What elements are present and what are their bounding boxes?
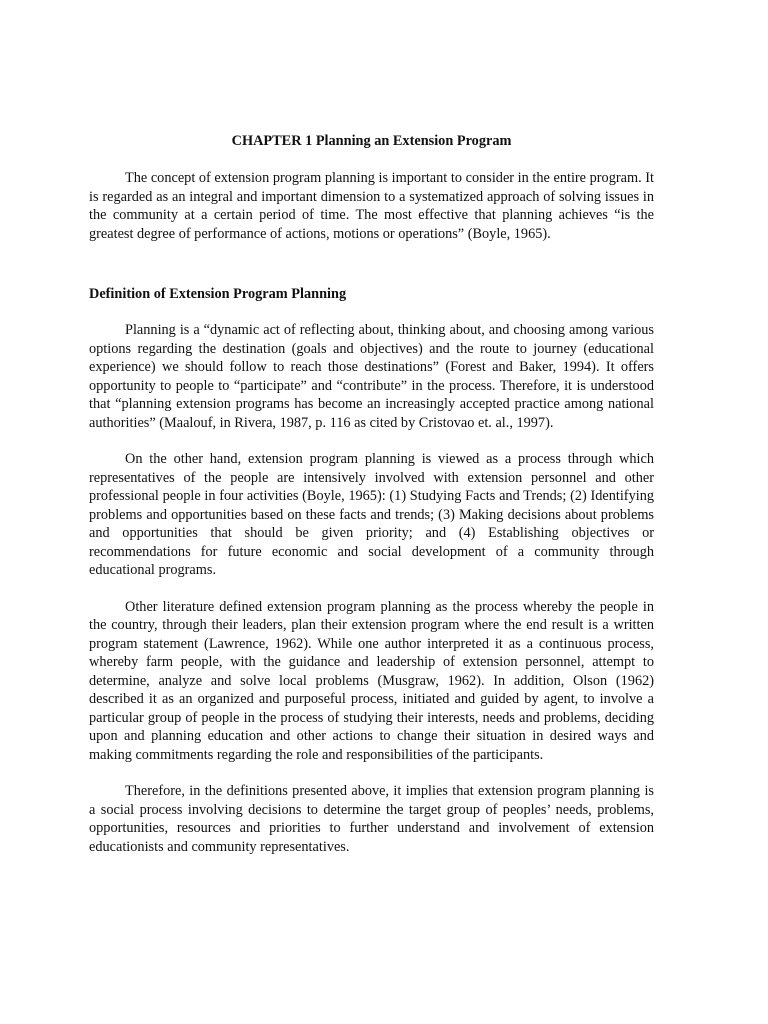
spacer xyxy=(89,243,654,284)
spacer xyxy=(89,432,654,450)
spacer xyxy=(89,580,654,598)
paragraph-process-view: On the other hand, extension program planning is viewed as a process through which representatives of the people are intensively involved with extension personnel and other professional people in four activities (Boyle, 1965): (1) Studying Facts and Trends; (2) Identifying problems and opportunities based on these facts and trends; (3) Making decisions about problems and opportunities that should be given priority; and (4) Establishing objectives or recommendations for future economic and social development of a community through educational programs. xyxy=(89,451,654,578)
section-heading: Definition of Extension Program Planning xyxy=(89,286,347,302)
paragraph-conclusion: Therefore, in the definitions presented above, it implies that extension program planning is a social process involving decisions to determine the target group of peoples’ needs, problems, opportunities, resources and priorities to further understand and involvement of extension educationists and community representatives. xyxy=(89,783,654,855)
chapter-title: CHAPTER 1 Planning an Extension Program xyxy=(231,133,512,149)
paragraph-other-literature: Other literature defined extension program planning as the process whereby the people in the country, through their leaders, plan their extension program where the end result is a written program statement (Lawrence, 1962). While one author interpreted it as a continuous process, whereby farm people, with the guidance and leadership of extension personnel, attempt to determine, analyze and solve local problems (Musgraw, 1962). In addition, Olson (1962) described it as an organized and purposeful process, initiated and guided by agent, to involve a particular group of people in the process of studying their interests, needs and problems, deciding upon and planning education and other actions to change their situation in desired ways and making commitments regarding the role and responsibilities of the participants. xyxy=(89,598,654,763)
spacer xyxy=(89,764,654,782)
intro-paragraph: The concept of extension program planning is important to consider in the entire program. It is regarded as an integral and important dimension to a systematized approach of solving issues in the community at a certain period of time. The most effective that planning achieves “is the greatest degree of performance of actions, motions or operations” (Boyle, 1965). xyxy=(89,170,654,242)
page-content xyxy=(89,131,654,856)
spacer xyxy=(89,151,654,169)
spacer xyxy=(89,304,654,321)
paragraph-planning-definition: Planning is a “dynamic act of reflecting about, thinking about, and choosing among various options regarding the destination (goals and objectives) and the route to journey (educational experience) we should follow to reach those destinations” (Forest and Baker, 1994). It offers opportunity to people to “participate” and “contribute” in the process. Therefore, it is understood that “planning extension programs has become an increasingly accepted practice among national authorities” (Maalouf, in Rivera, 1987, p. 116 as cited by Cristovao et. al., 1997). xyxy=(89,322,654,431)
